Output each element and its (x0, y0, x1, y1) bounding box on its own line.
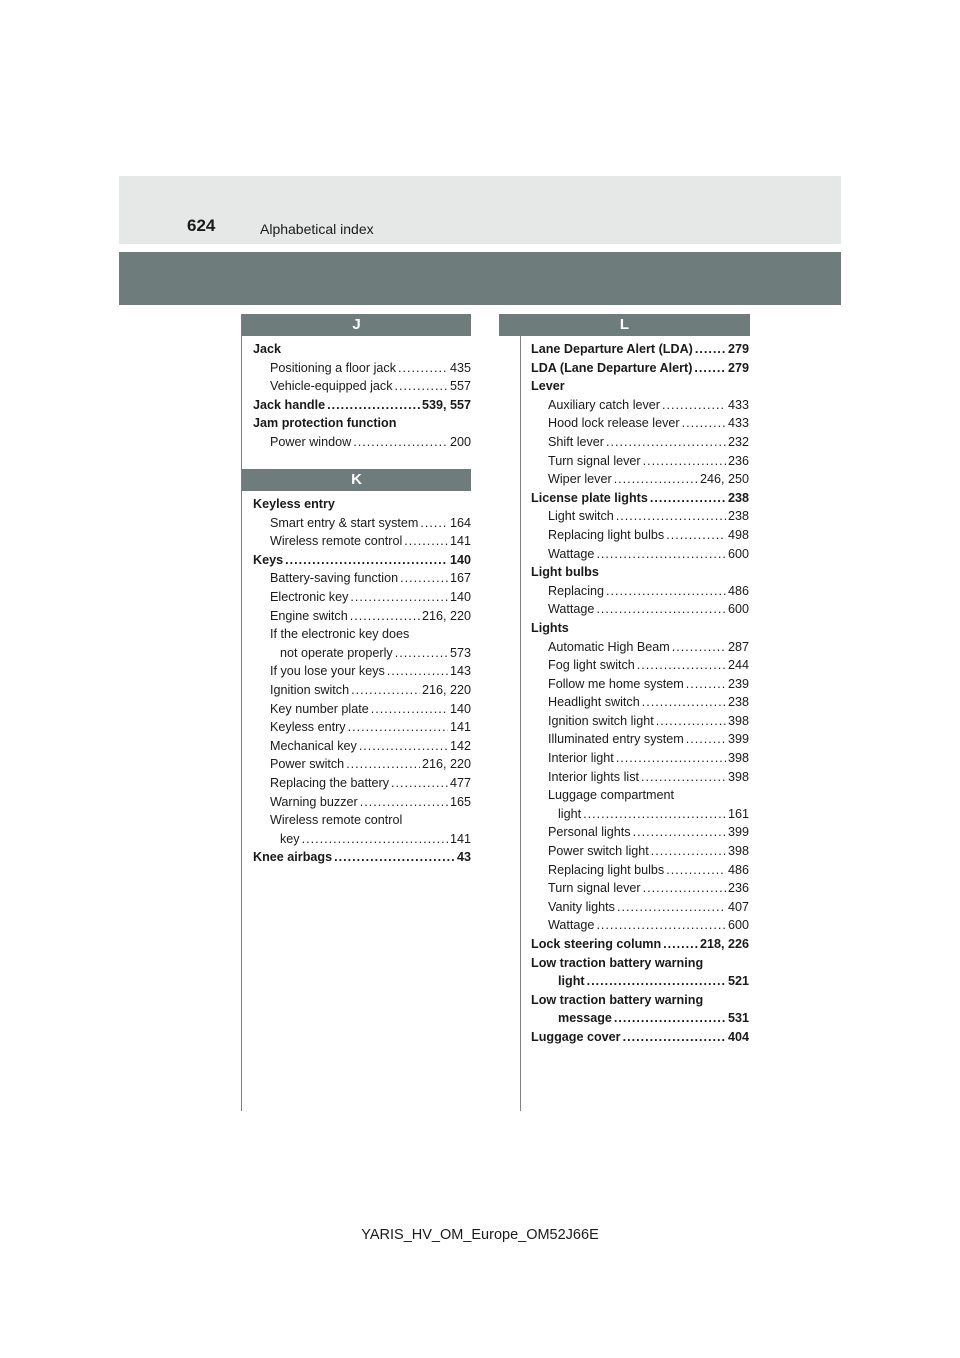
index-entry-page[interactable]: 161 (727, 806, 749, 821)
index-entry-label: Power switch light (548, 844, 649, 859)
index-entry-label: License plate lights (531, 490, 648, 505)
dot-leader (596, 916, 726, 935)
index-entry-label: Engine switch (270, 608, 348, 623)
index-entry (531, 1028, 749, 1047)
index-list-j (253, 340, 471, 452)
index-entry-label: Headlight switch (548, 695, 640, 710)
index-list-l (531, 340, 749, 1047)
index-entry-page[interactable]: 399 (727, 732, 749, 747)
index-entry-page[interactable]: 239 (727, 676, 749, 691)
index-entry-page[interactable]: 398 (727, 769, 749, 784)
dot-leader (583, 805, 726, 824)
index-entry (253, 830, 471, 849)
index-entry-page[interactable]: 200 (449, 434, 471, 449)
index-entry (531, 600, 749, 619)
index-entry-page[interactable]: 238 (727, 695, 749, 710)
index-entry-label: LDA (Lane Departure Alert) (531, 360, 693, 375)
index-entry (531, 861, 749, 880)
index-entry-label: Luggage cover (531, 1029, 621, 1044)
index-entry-page[interactable]: 398 (727, 844, 749, 859)
index-entry-page[interactable]: 236 (727, 453, 749, 468)
index-entry-label: Low traction battery warning (531, 955, 704, 970)
index-entry (531, 619, 749, 638)
index-entry (253, 569, 471, 588)
dot-leader (327, 396, 420, 415)
index-entry (531, 470, 749, 489)
index-entry-label: Interior light (548, 751, 614, 766)
index-entry (531, 489, 749, 508)
dot-leader (614, 470, 698, 489)
index-entry-label: Follow me home system (548, 676, 684, 691)
index-entry-label: Power window (270, 434, 352, 449)
index-entry-page[interactable]: 398 (727, 751, 749, 766)
index-entry-page[interactable]: 141 (449, 831, 471, 846)
dot-leader (656, 712, 726, 731)
index-entry-label: Ignition switch light (548, 713, 654, 728)
index-entry (531, 712, 749, 731)
index-entry-label: Auxiliary catch lever (548, 397, 660, 412)
index-entry-page[interactable]: 216, 220 (421, 608, 471, 623)
index-entry (531, 582, 749, 601)
index-entry (253, 625, 471, 644)
index-entry-label: Personal lights (548, 825, 631, 840)
index-entry (531, 935, 749, 954)
index-entry (531, 898, 749, 917)
index-entry-page[interactable]: 486 (727, 583, 749, 598)
index-entry-page[interactable]: 218, 226 (699, 937, 749, 951)
dot-leader (686, 675, 726, 694)
dot-leader (686, 730, 726, 749)
index-entry (531, 954, 749, 973)
dot-leader (360, 793, 448, 812)
index-entry (253, 433, 471, 452)
dot-leader (606, 582, 726, 601)
index-entry-label: Lights (531, 620, 569, 635)
index-entry-label: Warning buzzer (270, 794, 358, 809)
index-entry-page[interactable]: 531 (727, 1011, 749, 1026)
header-band (119, 176, 841, 244)
dot-leader (651, 842, 726, 861)
index-entry-page[interactable]: 244 (727, 658, 749, 673)
index-entry-page[interactable]: 600 (727, 546, 749, 561)
dot-leader (371, 700, 448, 719)
index-entry (531, 433, 749, 452)
index-entry-page[interactable]: 140 (449, 552, 471, 567)
index-entry-page[interactable]: 238 (727, 509, 749, 524)
index-entry-label: If the electronic key does (270, 627, 410, 642)
index-entry-label: Wattage (548, 546, 595, 561)
dot-leader (359, 737, 448, 756)
index-entry (531, 675, 749, 694)
index-entry (253, 607, 471, 626)
dot-leader (642, 693, 726, 712)
index-entry-label: Light bulbs (531, 565, 599, 580)
index-list-k (253, 495, 471, 867)
index-entry (531, 545, 749, 564)
index-entry-page[interactable]: 399 (727, 825, 749, 840)
index-entry-page[interactable]: 141 (449, 534, 471, 549)
index-entry (253, 793, 471, 812)
dot-leader (350, 607, 420, 626)
index-entry (531, 526, 749, 545)
index-entry (531, 805, 749, 824)
dot-leader (643, 452, 726, 471)
dot-leader (662, 396, 726, 415)
index-entry-label: Low traction battery warning (531, 992, 704, 1007)
index-entry (253, 774, 471, 793)
index-entry (531, 823, 749, 842)
dot-leader (404, 532, 448, 551)
index-entry-page[interactable]: 498 (727, 527, 749, 542)
index-entry (253, 588, 471, 607)
index-entry-label: Automatic High Beam (548, 639, 670, 654)
header-dark-band (119, 252, 841, 305)
index-entry-label: Keyless entry (253, 497, 335, 511)
index-entry-label: Hood lock release lever (548, 416, 680, 431)
index-entry-page[interactable]: 407 (727, 899, 749, 914)
index-entry-page[interactable]: 433 (727, 416, 749, 431)
index-entry-label: Turn signal lever (548, 453, 641, 468)
index-entry-label: Ignition switch (270, 682, 350, 697)
dot-leader (596, 545, 726, 564)
dot-leader (663, 935, 698, 954)
index-entry-page[interactable]: 435 (449, 360, 471, 375)
index-entry-label: Knee airbags (253, 850, 333, 865)
index-entry-label: Luggage compartment (548, 788, 675, 803)
index-entry (253, 414, 471, 433)
index-entry (253, 495, 471, 514)
index-entry (253, 700, 471, 719)
index-entry-label: not operate properly (280, 645, 393, 660)
dot-leader (395, 377, 448, 396)
dot-leader (695, 340, 726, 359)
index-entry (531, 1009, 749, 1028)
index-entry (253, 848, 471, 867)
index-entry-page[interactable]: 232 (727, 434, 749, 449)
index-entry-label: Mechanical key (270, 738, 357, 753)
index-entry-page[interactable]: 216, 220 (421, 682, 471, 697)
index-entry (253, 755, 471, 774)
dot-leader (596, 600, 726, 619)
right-column-rule (520, 314, 521, 1111)
index-entry (253, 811, 471, 830)
dot-leader (350, 588, 448, 607)
index-entry (531, 786, 749, 805)
index-entry-page[interactable]: 142 (449, 738, 471, 753)
dot-leader (614, 1009, 726, 1028)
index-entry-page[interactable]: 43 (456, 850, 471, 865)
index-entry-label: light (558, 806, 582, 821)
index-entry (253, 662, 471, 681)
index-entry (253, 359, 471, 378)
dot-leader (353, 433, 448, 452)
index-entry-page[interactable]: 404 (727, 1029, 749, 1044)
index-entry-label: Smart entry & start system (270, 515, 419, 530)
index-entry-label: Light switch (548, 509, 614, 524)
index-entry-label: Wireless remote control (270, 813, 403, 828)
index-entry-label: If you lose your keys (270, 664, 385, 679)
index-entry-page[interactable]: 287 (727, 639, 749, 654)
index-entry-label: Interior lights list (548, 769, 639, 784)
index-entry-label: Battery-saving function (270, 571, 399, 586)
dot-leader (623, 1028, 726, 1047)
dot-leader (387, 662, 448, 681)
index-entry (253, 532, 471, 551)
dot-leader (420, 514, 448, 533)
index-entry-label: Power switch (270, 757, 345, 772)
index-entry-label: Jam protection function (253, 416, 397, 431)
index-entry-label: Replacing light bulbs (548, 527, 665, 542)
index-entry (531, 749, 749, 768)
index-entry-label: Wireless remote control (270, 534, 403, 549)
dot-leader (666, 526, 726, 545)
index-entry-label: Electronic key (270, 589, 349, 604)
index-entry-page[interactable]: 164 (449, 515, 471, 530)
index-entry (531, 507, 749, 526)
index-entry-label: Replacing the battery (270, 775, 390, 790)
index-entry (531, 768, 749, 787)
index-entry (531, 340, 749, 359)
index-entry-page[interactable]: 165 (449, 794, 471, 809)
index-entry (253, 514, 471, 533)
index-entry (531, 916, 749, 935)
index-entry (253, 377, 471, 396)
dot-leader (398, 359, 448, 378)
dot-leader (633, 823, 726, 842)
index-entry-page[interactable]: 521 (727, 974, 749, 989)
index-entry (253, 644, 471, 663)
dot-leader (606, 433, 726, 452)
index-entry (531, 842, 749, 861)
index-entry (253, 718, 471, 737)
index-entry (253, 340, 471, 359)
index-entry-page[interactable]: 398 (727, 713, 749, 728)
index-entry-page[interactable]: 143 (449, 664, 471, 679)
index-entry-page[interactable]: 140 (449, 589, 471, 604)
dot-leader (334, 848, 455, 867)
index-entry-label: Turn signal lever (548, 881, 641, 896)
page-number: 624 (187, 216, 216, 235)
index-entry-label: Replacing (548, 583, 605, 598)
index-entry (531, 638, 749, 657)
index-entry (531, 730, 749, 749)
index-entry (531, 377, 749, 396)
dot-leader (391, 774, 448, 793)
dot-leader (637, 656, 726, 675)
section-title: Alphabetical index (260, 221, 374, 237)
index-entry-label: Lever (531, 379, 565, 394)
index-entry (531, 452, 749, 471)
dot-leader (346, 755, 420, 774)
index-entry-page[interactable]: 600 (727, 602, 749, 617)
index-entry-label: Replacing light bulbs (548, 862, 665, 877)
section-letter-l: L (499, 314, 750, 336)
index-entry-page[interactable]: 141 (449, 720, 471, 735)
index-entry (531, 693, 749, 712)
index-entry-page[interactable]: 433 (727, 397, 749, 412)
dot-leader (682, 414, 726, 433)
index-entry-label: Illuminated entry system (548, 732, 684, 747)
section-letter-j: J (242, 314, 471, 336)
index-entry-label: Lane Departure Alert (LDA) (531, 342, 693, 356)
index-entry-page[interactable]: 573 (449, 645, 471, 660)
dot-leader (666, 861, 726, 880)
dot-leader (302, 830, 448, 849)
index-entry-label: Wattage (548, 602, 595, 617)
index-entry-label: Keys (253, 552, 284, 567)
index-entry (531, 414, 749, 433)
index-entry-page[interactable]: 600 (727, 918, 749, 933)
dot-leader (400, 569, 448, 588)
index-entry-page[interactable]: 140 (449, 701, 471, 716)
index-entry (531, 972, 749, 991)
index-entry-page[interactable]: 216, 220 (421, 757, 471, 772)
dot-leader (672, 638, 726, 657)
dot-leader (694, 359, 726, 378)
index-entry-page[interactable]: 477 (449, 775, 471, 790)
dot-leader (616, 749, 726, 768)
index-entry (531, 656, 749, 675)
index-entry-page[interactable]: 167 (449, 571, 471, 586)
index-entry (253, 551, 471, 570)
left-column-rule (241, 314, 242, 1111)
index-entry-label: Vehicle-equipped jack (270, 379, 393, 394)
index-entry-page[interactable]: 557 (449, 379, 471, 394)
index-entry-label: Wattage (548, 918, 595, 933)
index-entry (253, 396, 471, 415)
section-letter-k: K (242, 469, 471, 491)
index-entry (531, 991, 749, 1010)
index-entry-page[interactable]: 246, 250 (699, 472, 749, 487)
index-entry-label: light (558, 974, 585, 989)
index-entry-page[interactable]: 279 (727, 342, 749, 356)
index-entry-page[interactable]: 486 (727, 862, 749, 877)
index-entry-label: Vanity lights (548, 899, 615, 914)
index-entry-page[interactable]: 279 (727, 360, 749, 375)
dot-leader (587, 972, 726, 991)
index-entry-label: Positioning a floor jack (270, 360, 397, 375)
index-entry-label: Key number plate (270, 701, 369, 716)
index-entry-label: Jack (253, 342, 282, 356)
dot-leader (643, 879, 726, 898)
index-entry (531, 359, 749, 378)
index-entry-label: Shift lever (548, 434, 604, 449)
dot-leader (616, 507, 726, 526)
index-entry (531, 563, 749, 582)
dot-leader (351, 681, 420, 700)
document-id-footer: YARIS_HV_OM_Europe_OM52J66E (361, 1227, 599, 1243)
index-entry-label: Wiper lever (548, 472, 612, 487)
index-entry (253, 737, 471, 756)
index-entry (531, 879, 749, 898)
index-entry-page[interactable]: 539, 557 (421, 397, 471, 412)
index-entry-label: message (558, 1011, 612, 1026)
dot-leader (617, 898, 726, 917)
index-entry-page[interactable]: 236 (727, 881, 749, 896)
index-entry (253, 681, 471, 700)
index-entry-page[interactable]: 238 (727, 490, 749, 505)
index-entry (531, 396, 749, 415)
index-entry-label: Lock steering column (531, 937, 662, 951)
index-entry-label: key (280, 831, 300, 846)
index-entry-label: Keyless entry (270, 720, 346, 735)
dot-leader (641, 768, 726, 787)
dot-leader (395, 644, 448, 663)
dot-leader (650, 489, 726, 508)
dot-leader (285, 551, 448, 570)
index-entry-label: Fog light switch (548, 658, 635, 673)
index-entry-label: Jack handle (253, 397, 326, 412)
dot-leader (348, 718, 448, 737)
